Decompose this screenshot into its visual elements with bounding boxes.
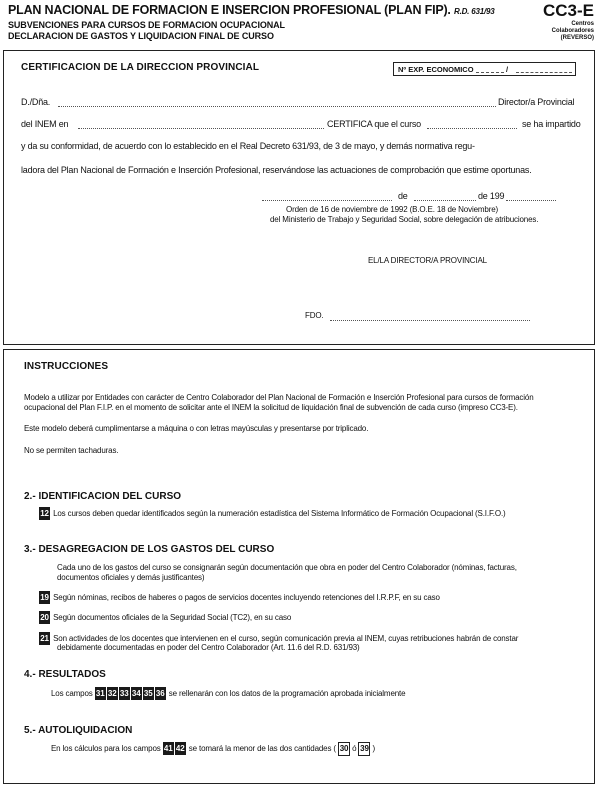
instr-p1-b: ocupacional del Plan F.I.P. en el momento de solicitar ante el INEM la solicitud de liquidación final de subvención de cada curso (impreso CC3-E). bbox=[24, 403, 518, 412]
dona-label: D./Dña. bbox=[21, 97, 51, 107]
month-field[interactable] bbox=[414, 200, 476, 201]
certification-section bbox=[3, 50, 595, 345]
exp-number-line bbox=[476, 72, 504, 73]
s5-or-text: ó bbox=[352, 744, 357, 753]
s5-pre-text: En los cálculos para los campos bbox=[51, 744, 161, 753]
fdo-label: FDO. bbox=[305, 311, 324, 320]
exp-year-line bbox=[516, 72, 572, 73]
signatory-title: EL/LA DIRECTOR/A PROVINCIAL bbox=[368, 256, 487, 265]
field-box-30: 30 bbox=[338, 742, 350, 756]
section-3-item-20 bbox=[39, 611, 291, 624]
field-badge-32: 32 bbox=[107, 689, 117, 698]
section-3-title: 3.- DESAGREGACION DE LOS GASTOS DEL CURSO bbox=[24, 544, 275, 555]
item-20-text: Según documentos oficiales de la Seguridad Social (TC2), en su caso bbox=[53, 613, 292, 622]
item-21-text-a: Son actividades de los docentes que intervienen en el curso, según comunicación previa al INEM, cuyas retribuciones habrán de constar bbox=[53, 634, 519, 643]
s4-post-text: se rellenarán con los datos de la programación aprobada inicialmente bbox=[168, 689, 406, 698]
certifica-label: CERTIFICA que el curso bbox=[327, 119, 421, 129]
date-de-2: de 199 bbox=[478, 191, 505, 201]
curso-field[interactable] bbox=[427, 128, 517, 129]
year-field[interactable] bbox=[506, 200, 556, 201]
section-3-intro-a: Cada uno de los gastos del curso se consignarán según documentación que obra en poder del Centro Colaborador (nóminas, facturas, bbox=[57, 563, 517, 572]
field-box-39: 39 bbox=[358, 742, 370, 756]
field-badge-42: 42 bbox=[175, 744, 185, 753]
exp-economico-field[interactable] bbox=[393, 62, 576, 76]
section-4-title: 4.- RESULTADOS bbox=[24, 669, 106, 680]
section-2-title: 2.- IDENTIFICACION DEL CURSO bbox=[24, 491, 182, 502]
item-21-text-b: debidamente documentadas en poder del Centro Colaborador (Art. 11.6 del R.D. 631/93) bbox=[57, 643, 360, 652]
decree-ref: R.D. 631/93 bbox=[454, 7, 495, 16]
signature-field[interactable] bbox=[330, 320, 530, 321]
place-field[interactable] bbox=[262, 200, 392, 201]
instr-p1-a: Modelo a utilizar por Entidades con carácter de Centro Colaborador del Plan Nacional de Formación e Inserción Profesional para cursos de formación bbox=[24, 393, 534, 402]
section-3-intro-b: documentos oficiales y demás justificantes) bbox=[57, 573, 205, 582]
orden-line-2: del Ministerio de Trabajo y Seguridad Social, sobre delegación de atribuciones. bbox=[270, 215, 539, 224]
conformidad-line: y da su conformidad, de acuerdo con lo establecido en el Real Decreto 631/93, de 3 de mayo, y demás normativa regu- bbox=[21, 141, 475, 151]
field-badge-20: 20 bbox=[40, 613, 49, 622]
form-title-text: PLAN NACIONAL DE FORMACION E INSERCION PROFESIONAL (PLAN FIP). bbox=[8, 3, 451, 17]
section-5-title: 5.- AUTOLIQUIDACION bbox=[24, 725, 133, 736]
field-badge-31: 31 bbox=[95, 689, 105, 698]
field-badge-34: 34 bbox=[131, 689, 141, 698]
instr-p2: Este modelo deberá cumplimentarse a máquina o con letras mayúsculas y presentarse por triplicado. bbox=[24, 424, 369, 433]
field-badge-19: 19 bbox=[40, 593, 49, 602]
director-label: Director/a Provincial bbox=[498, 97, 575, 107]
dona-field[interactable] bbox=[58, 106, 496, 107]
subtitle-subvenciones: SUBVENCIONES PARA CURSOS DE FORMACION OCUPACIONAL bbox=[8, 20, 285, 30]
section-2-item bbox=[39, 507, 506, 520]
code-sub-centros: Centros bbox=[571, 21, 594, 27]
field-badge-35: 35 bbox=[143, 689, 153, 698]
field-badge-12: 12 bbox=[40, 509, 49, 518]
subtitle-declaracion: DECLARACION DE GASTOS Y LIQUIDACION FINAL DE CURSO bbox=[8, 31, 274, 41]
instructions-title: INSTRUCCIONES bbox=[24, 361, 109, 372]
reguladora-line: ladora del Plan Nacional de Formación e Inserción Profesional, reservándose las actuaciones de comprobación que estime oportunas. bbox=[21, 165, 532, 175]
section-2-text: Los cursos deben quedar identificados según la numeración estadística del Sistema Informático de Formación Ocupacional (S.I.F.O.) bbox=[53, 509, 506, 518]
field-badge-21: 21 bbox=[40, 634, 49, 643]
field-badge-36: 36 bbox=[155, 689, 165, 698]
form-title bbox=[8, 3, 495, 17]
s5-end-text: ) bbox=[372, 744, 376, 753]
section-5-line bbox=[51, 742, 375, 756]
item-19-text: Según nóminas, recibos de haberes o pagos de servicios docentes incluyendo retenciones del I.R.P.F, en su caso bbox=[53, 593, 440, 602]
instr-p3: No se permiten tachaduras. bbox=[24, 446, 119, 455]
s4-pre-text: Los campos bbox=[51, 689, 93, 698]
s5-mid-text: se tomará la menor de las dos cantidades ( bbox=[188, 744, 336, 753]
inem-label: del INEM en bbox=[21, 119, 69, 129]
field-badge-33: 33 bbox=[119, 689, 129, 698]
exp-separator: / bbox=[506, 65, 509, 74]
section-3-item-19 bbox=[39, 591, 440, 604]
section-4-line bbox=[51, 687, 405, 700]
certification-title: CERTIFICACION DE LA DIRECCION PROVINCIAL bbox=[21, 62, 260, 73]
impartido-label: se ha impartido bbox=[522, 119, 581, 129]
code-sub-colaboradores: Colaboradores bbox=[551, 28, 594, 34]
field-badge-41: 41 bbox=[163, 744, 173, 753]
date-de-1: de bbox=[398, 191, 408, 201]
code-sub-reverso: (REVERSO) bbox=[560, 35, 594, 41]
inem-province-field[interactable] bbox=[78, 128, 324, 129]
form-code: CC3-E bbox=[542, 1, 594, 20]
orden-line-1: Orden de 16 de noviembre de 1992 (B.O.E. 18 de Noviembre) bbox=[286, 205, 499, 214]
exp-economico-label: Nº EXP. ECONOMICO bbox=[398, 65, 474, 74]
